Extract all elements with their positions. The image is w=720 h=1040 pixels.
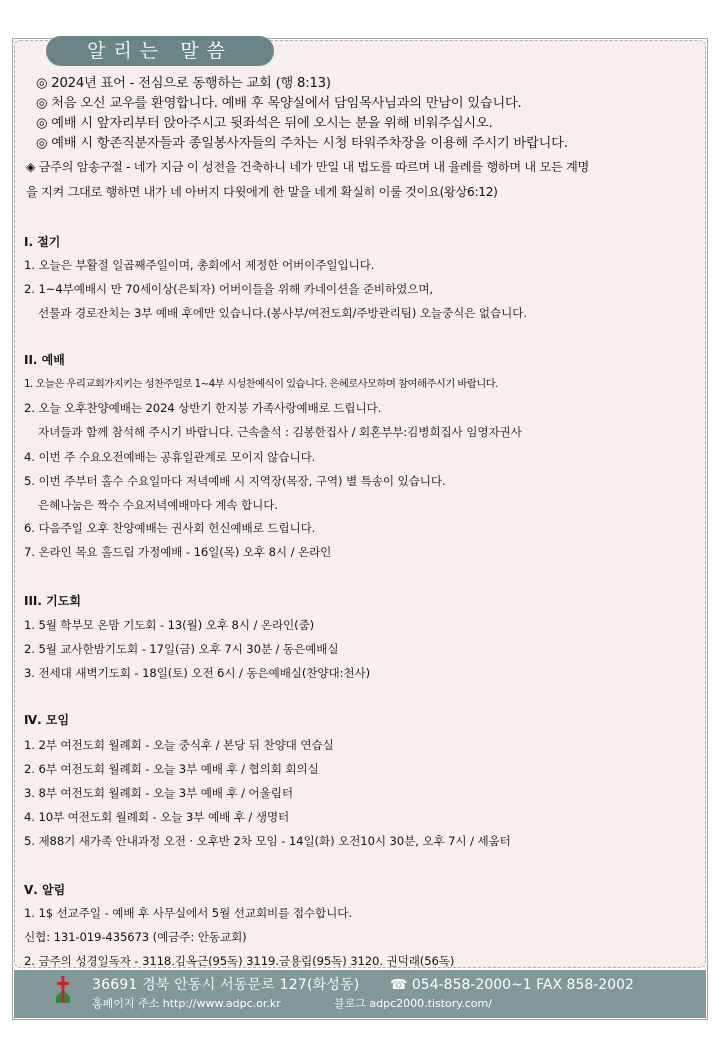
- church-phone: ☎ 054-858-2000~1 FAX 858-2002: [390, 977, 634, 993]
- list-item: 5. 이번 주부터 홀수 수요일마다 저녁예배 시 지역장(목장, 구역) 별 특송이 있습니다.: [24, 474, 446, 488]
- memory-verse-line-2: 을 지켜 그대로 행하면 내가 네 아버지 다윗에게 한 말을 네게 확실히 이룰 것이요(왕상6:12): [26, 185, 498, 199]
- list-item: 2. 6부 여전도회 월례회 - 오늘 3부 예배 후 / 협의회 회의실: [24, 762, 319, 776]
- memory-verse-line-1: ◈ 금주의 암송구절 - 네가 지금 이 성전을 건축하니 네가 만일 내 법도를 따르며 내 율례를 행하며 내 모든 계명: [26, 160, 589, 174]
- section-heading-prayer: III. 기도회: [24, 594, 81, 608]
- announcement-1: ◎ 2024년 표어 - 전심으로 동행하는 교회 (행 8:13): [36, 76, 331, 91]
- page-title: 알리는 말씀: [46, 36, 274, 66]
- list-item: 4. 이번 주 수요오전예배는 공휴일관계로 모이지 않습니다.: [24, 450, 316, 464]
- section-heading-meetings: Ⅳ. 모임: [24, 713, 70, 727]
- list-item: 자녀들과 함께 참석해 주시기 바랍니다. 근속출석 : 김봉한집사 / 회혼부부:김병희집사 임영자권사: [38, 425, 522, 439]
- list-item: 선물과 경로잔치는 3부 예배 후에만 있습니다.(봉사부/여전도회/주방관리팀) 오늘중식은 없습니다.: [38, 306, 527, 320]
- section-heading-worship: II. 예배: [24, 353, 65, 367]
- list-item: 2. 금주의 성경일독자 - 3118.김옥근(95독) 3119.금용림(95독) 3120. 권덕래(56독): [24, 954, 455, 968]
- list-item: 1. 오늘은 부활절 일곱째주일이며, 총회에서 제정한 어버이주일입니다.: [24, 258, 375, 272]
- announcement-2: ◎ 처음 오신 교우를 환영합니다. 예배 후 목양실에서 담임목사님과의 만남이 있습니다.: [36, 96, 522, 111]
- list-item: 2. 1~4부예배시 만 70세이상(은퇴자) 어버이들을 위해 카네이션을 준비하였으며,: [24, 282, 433, 296]
- list-item: 6. 다음주일 오후 찬양예배는 권사회 헌신예배로 드립니다.: [24, 521, 316, 535]
- section-heading-notices: Ⅴ. 알림: [24, 883, 66, 897]
- list-item: 1. 1$ 선교주일 - 예배 후 사무실에서 5월 선교회비를 접수합니다.: [24, 906, 352, 920]
- church-address: 36691 경북 안동시 서동문로 127(화성동): [92, 977, 360, 993]
- list-item: 4. 10부 여전도회 월례회 - 오늘 3부 예배 후 / 생명터: [24, 810, 290, 824]
- list-item: 2. 5월 교사한밤기도회 - 17일(금) 오후 7시 30분 / 동은예배실: [24, 642, 339, 656]
- list-item: 은혜나눔은 짝수 수요저녁예배마다 계속 합니다.: [38, 498, 278, 512]
- list-item: 신협: 131-019-435673 (예금주: 안동교회): [24, 930, 247, 944]
- list-item: 1. 5월 학부모 온맘 기도회 - 13(월) 오후 8시 / 온라인(줌): [24, 618, 315, 632]
- list-item: 2. 오늘 오후찬양예배는 2024 상반기 한지붕 가족사랑예배로 드립니다.: [24, 401, 382, 415]
- list-item: 1. 2부 여전도회 월례회 - 오늘 중식후 / 본당 뒤 찬양대 연습실: [24, 738, 334, 752]
- church-cross-icon: [52, 975, 74, 1005]
- list-item: 3. 8부 여전도회 월례회 - 오늘 3부 예배 후 / 어울림터: [24, 786, 293, 800]
- announcement-3: ◎ 예배 시 앞자리부터 앉아주시고 뒷좌석은 뒤에 오시는 분을 위해 비워주십시오.: [36, 116, 493, 131]
- list-item: 3. 전세대 새벽기도회 - 18일(토) 오전 6시 / 동은예배실(찬양대:천사): [24, 666, 371, 680]
- list-item: 5. 제88기 새가족 안내과정 오전 · 오후반 2차 모임 - 14일(화) 오전10시 30분, 오후 7시 / 세움터: [24, 834, 511, 848]
- list-item: 1. 오늘은 우리교회가지키는 성찬주일로 1~4부 시성찬예식이 있습니다. 은혜로사모하며 참여해주시기 바랍니다.: [24, 378, 498, 390]
- announcement-4: ◎ 예배 시 항존직분자들과 종일봉사자들의 주차는 시청 타워주차장을 이용해 주시기 바랍니다.: [36, 136, 568, 151]
- blog-link[interactable]: 블로그 adpc2000.tistory.com/: [334, 997, 492, 1010]
- homepage-link[interactable]: 홈페이지 주소 http://www.adpc.or.kr: [92, 997, 281, 1010]
- section-heading-seasons: I. 절기: [24, 235, 61, 249]
- list-item: 7. 온라인 목요 홀드림 가정예배 - 16일(목) 오후 8시 / 온라인: [24, 545, 332, 559]
